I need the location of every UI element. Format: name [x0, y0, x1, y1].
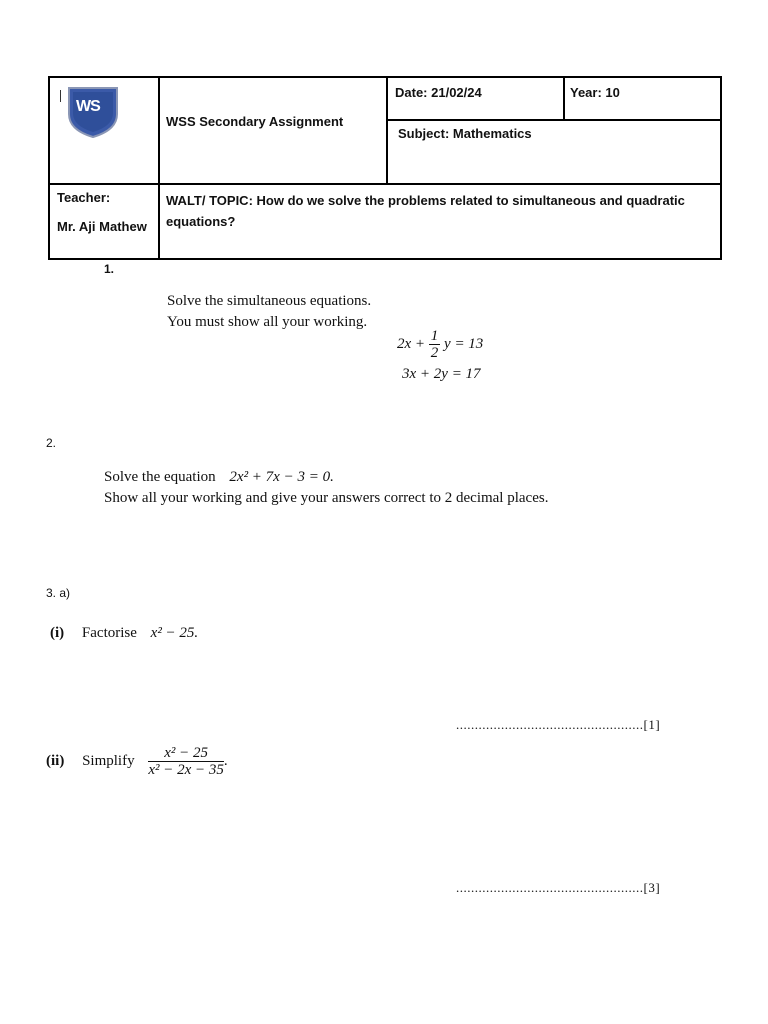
logo-text: WS — [76, 98, 100, 115]
question-1-number: 1. — [104, 262, 115, 276]
question-2-line2: Show all your working and give your answers correct to 2 decimal places. — [104, 490, 549, 506]
question-1-line1: Solve the simultaneous equations. — [167, 293, 372, 309]
school-logo — [60, 86, 116, 138]
date-field: Date: 21/02/24 — [395, 85, 482, 100]
year-field: Year: 10 — [570, 85, 620, 100]
part-ii-label: (ii) — [46, 753, 65, 769]
part-i-label: (i) — [50, 625, 65, 641]
question-3-number: 3. a) — [46, 586, 71, 600]
part-ii-numerator: x² − 25 — [148, 745, 224, 762]
part-i-text: Factorise — [81, 625, 137, 641]
part-ii-text: Simplify — [82, 753, 135, 769]
subject-field: Subject: Mathematics — [398, 126, 532, 141]
teacher-name: Mr. Aji Mathew — [57, 219, 147, 234]
question-2-number: 2. — [46, 436, 57, 450]
part-i-answer-line: ..................................................[1] — [456, 717, 661, 732]
topic: WALT/ TOPIC: How do we solve the problems related to simultaneous and quadratic equations? — [166, 193, 685, 229]
equation-1: 2x + $\frac{1}{2}$ y = 13 — [397, 328, 484, 361]
header-table — [48, 76, 722, 260]
part-ii-fraction — [148, 745, 224, 778]
question-2-equation: 2x² + 7x − 3 = 0. — [229, 469, 334, 485]
question-3-part-i — [50, 625, 198, 642]
question-2-text — [104, 467, 548, 509]
teacher-label: Teacher: — [57, 190, 111, 205]
fraction-half: $\frac{1}{2}$ — [430, 328, 439, 361]
part-ii-answer-line: ..................................................[3] — [456, 880, 661, 895]
part-ii-denominator: x² − 2x − 35 — [148, 762, 224, 778]
question-1-line2: You must show all your working. — [167, 314, 368, 330]
question-1-text — [167, 291, 371, 333]
school-name: WSS Secondary Assignment — [166, 114, 344, 129]
question-3-part-ii: (ii) Simplify $\frac{\text{x² − 25}}{\text{x² − 2x − 35}}$ . — [46, 745, 228, 778]
equation-2: 3x + 2y = 17 — [402, 366, 481, 382]
part-i-expression: x² − 25. — [150, 625, 199, 641]
question-2-prefix: Solve the equation — [104, 469, 216, 485]
